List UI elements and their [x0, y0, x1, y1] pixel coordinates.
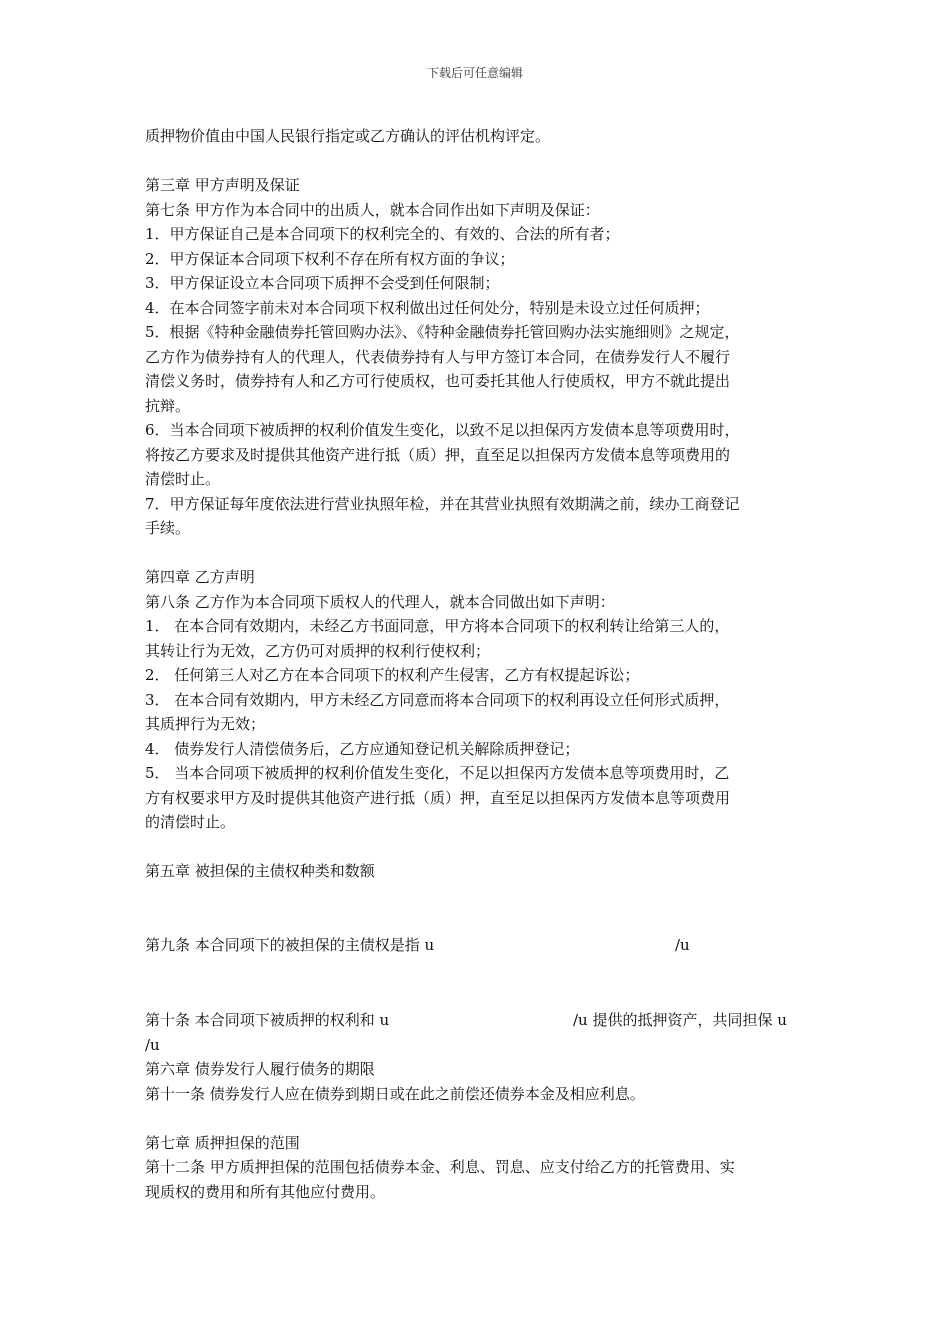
chapter-heading: 第六章 债券发行人履行债务的期限	[145, 1060, 375, 1078]
blank-line	[145, 149, 813, 174]
article-9-text: 第九条 本合同项下的被担保的主债权是指 u	[145, 935, 435, 954]
text-line: 2． 任何第三人对乙方在本合同项下的权利产生侵害，乙方有权提起诉讼；	[145, 666, 640, 684]
text-line: 清偿义务时，债券持有人和乙方可行使质权，也可委托其他人行使质权，甲方不就此提出	[145, 372, 731, 390]
article-10-text: 第十条 本合同项下被质押的权利和 u	[145, 1011, 390, 1029]
article-heading: 第八条 乙方作为本合同项下质权人的代理人，就本合同做出如下声明：	[145, 592, 615, 611]
chapter-heading: 第四章 乙方声明	[145, 568, 255, 586]
text-line: 4． 债券发行人清偿债务后，乙方应通知登记机关解除质押登记；	[145, 739, 580, 758]
chapter-heading: 第三章 甲方声明及保证	[145, 176, 300, 194]
article-10-middle: /u 提供的抵押资产，共同担保 u	[573, 1011, 787, 1029]
text-line: 其转让行为无效，乙方仍可对质押的权利行使权利；	[145, 641, 491, 660]
text-line: 4．在本合同签字前未对本合同项下权利做出过任何处分，特别是未设立过任何质押；	[145, 298, 710, 317]
text-line: 抗辩。	[145, 396, 191, 415]
article-9-end: /u	[675, 935, 690, 954]
spacer	[145, 957, 813, 1008]
page-header: 下载后可任意编辑	[426, 66, 523, 80]
text-line: 1．甲方保证自己是本合同项下的权利完全的、有效的、合法的所有者；	[145, 225, 620, 243]
article-heading: 第十一条 债券发行人应在债券到期日或在此之前偿还债券本金及相应利息。	[145, 1084, 645, 1103]
document-body	[145, 124, 813, 1204]
text-line: 质押物价值由中国人民银行指定或乙方确认的评估机构评定。	[145, 127, 551, 145]
text-line: 5．根据《特种金融债券托管回购办法》、《特种金融债券托管回购办法实施细则》之规定，	[145, 323, 740, 341]
text-line: 第十二条 甲方质押担保的范围包括债券本金、利息、罚息、应支付给乙方的托管费用、实	[145, 1158, 735, 1176]
article-10-cont: /u	[145, 1035, 160, 1054]
text-line: 将按乙方要求及时提供其他资产进行抵（质）押，直至足以担保丙方发债本息等项费用的	[145, 445, 731, 464]
text-line: 清偿时止。	[145, 470, 221, 488]
text-line: 2．甲方保证本合同项下权利不存在所有权方面的争议；	[145, 249, 515, 268]
text-line: 的清偿时止。	[145, 813, 236, 831]
blank-line	[145, 835, 813, 860]
article-9	[145, 933, 813, 958]
text-line: 5． 当本合同项下被质押的权利价值发生变化，不足以担保丙方发债本息等项费用时，乙	[145, 764, 730, 782]
text-line: 7．甲方保证每年度依法进行营业执照年检，并在其营业执照有效期满之前，续办工商登记	[145, 494, 740, 513]
chapter-heading: 第七章 质押担保的范围	[145, 1133, 300, 1152]
text-line: 3．甲方保证设立本合同项下质押不会受到任何限制；	[145, 274, 500, 292]
text-line: 现质权的费用和所有其他应付费用。	[145, 1182, 386, 1201]
blank-line	[145, 1106, 813, 1131]
chapter-heading: 第五章 被担保的主债权种类和数额	[145, 862, 375, 880]
article-heading: 第七条 甲方作为本合同中的出质人，就本合同作出如下声明及保证：	[145, 200, 600, 219]
text-line: 乙方作为债券持有人的代理人，代表债券持有人与甲方签订本合同，在债券发行人不履行	[145, 347, 731, 366]
spacer	[145, 884, 813, 933]
article-10	[145, 1008, 813, 1033]
text-line: 6．当本合同项下被质押的权利价值发生变化，以致不足以担保丙方发债本息等项费用时，	[145, 421, 740, 439]
text-line: 1． 在本合同有效期内，未经乙方书面同意，甲方将本合同项下的权利转让给第三人的，	[145, 617, 730, 635]
blank-line	[145, 541, 813, 566]
text-line: 3． 在本合同有效期内，甲方未经乙方同意而将本合同项下的权利再设立任何形式质押，	[145, 690, 730, 709]
text-line: 手续。	[145, 519, 191, 537]
text-line: 方有权要求甲方及时提供其他资产进行抵（质）押，直至足以担保丙方发债本息等项费用	[145, 788, 731, 807]
text-line: 其质押行为无效；	[145, 715, 266, 733]
